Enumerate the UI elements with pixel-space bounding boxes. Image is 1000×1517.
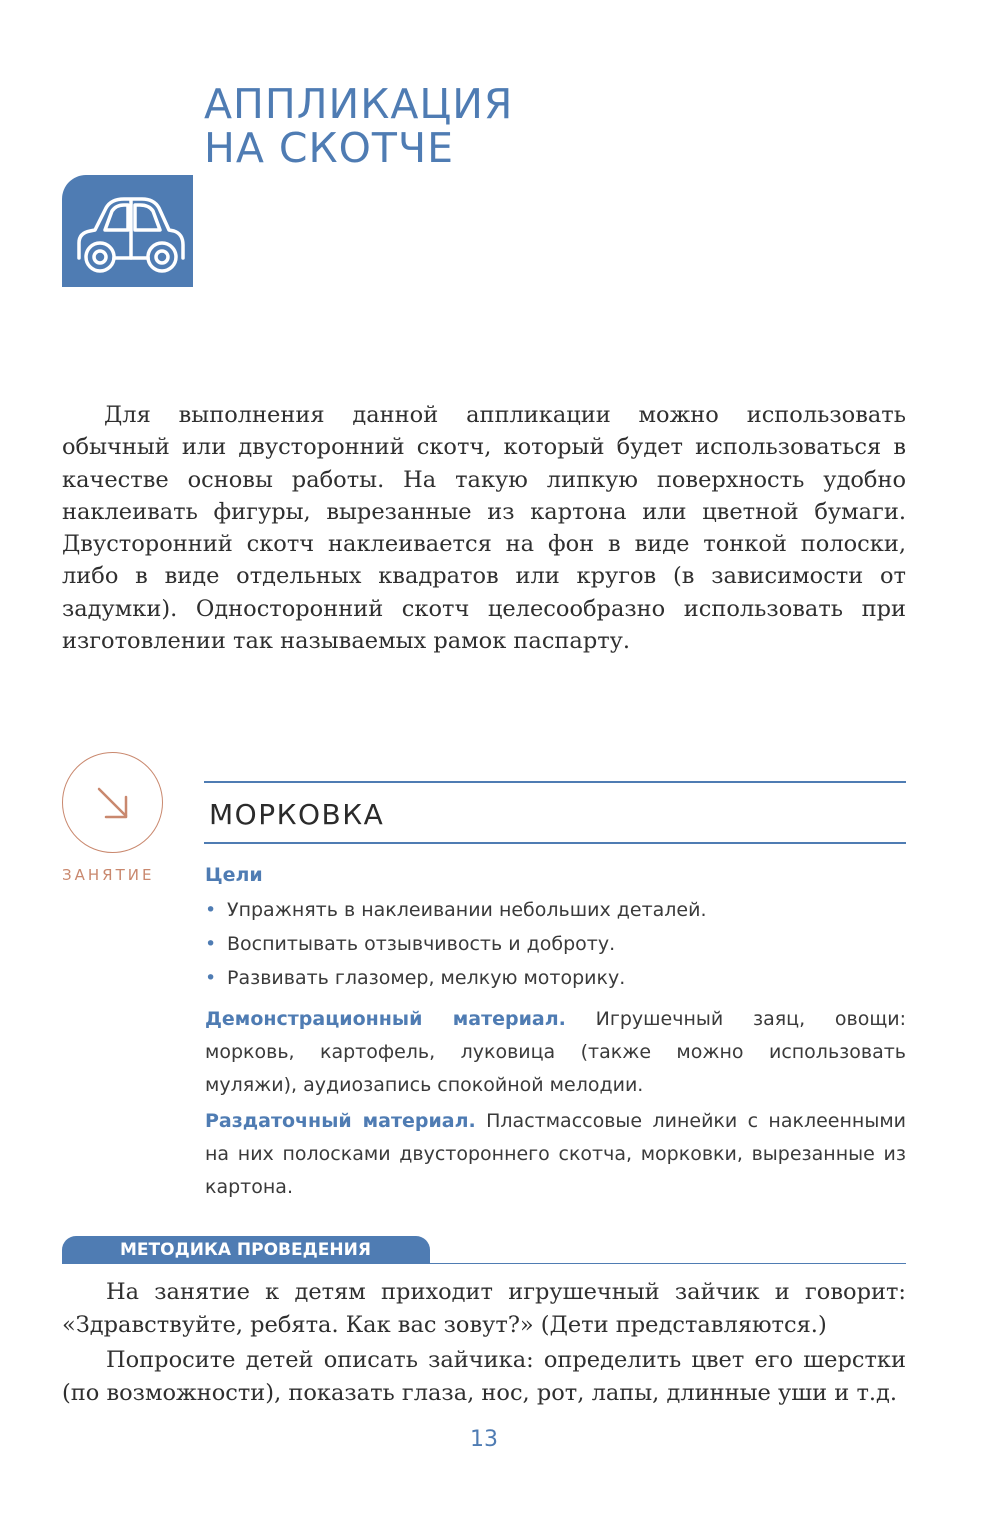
- goals-heading: Цели: [205, 864, 263, 886]
- method-paragraph: На занятие к детям приходит игрушечный зайчик и говорит: «Здравствуйте, ребята. Как вас зовут?» (Дети представляются.): [62, 1279, 906, 1338]
- method-paragraph: Попросите детей описать зайчика: определить цвет его шерстки (по возможности), показать глаза, нос, рот, лапы, длинные уши и т.д.: [62, 1347, 906, 1406]
- section-title-line-1: АППЛИКАЦИЯ: [204, 80, 514, 128]
- goal-text: Упражнять в наклеивании небольших деталей.: [227, 899, 707, 921]
- demo-material-label: Демонстрационный материал.: [205, 1008, 566, 1030]
- handout-material-text: Пластмассовые линейки с наклеенными на них полосками двустороннего скотча, морковки, вырезанные из картона.: [205, 1110, 907, 1198]
- lesson-title: МОРКОВКА: [209, 798, 385, 831]
- bullet-icon: •: [205, 967, 217, 989]
- goal-item: [205, 896, 906, 930]
- car-icon: [62, 175, 193, 287]
- handout-material-label: Раздаточный материал.: [205, 1110, 476, 1132]
- goal-item: [205, 930, 906, 964]
- handout-material-paragraph: [205, 1105, 906, 1204]
- goals-list: [205, 896, 906, 998]
- page-number: 13: [470, 1427, 498, 1452]
- bullet-icon: •: [205, 933, 217, 955]
- section-title: [204, 82, 513, 170]
- bullet-icon: •: [205, 899, 217, 921]
- lesson-title-bottom-rule: [204, 842, 906, 844]
- section-title-line-2: НА СКОТЧЕ: [204, 124, 454, 172]
- demo-material-paragraph: [205, 1003, 906, 1102]
- lesson-tag: ЗАНЯТИЕ: [62, 866, 155, 884]
- goal-item: [205, 964, 906, 998]
- method-text: [62, 1276, 906, 1412]
- method-heading-bar: [62, 1236, 430, 1264]
- section-icon-badge: [62, 175, 193, 287]
- lesson-title-top-rule: [204, 781, 906, 783]
- method-heading-rule: [62, 1263, 906, 1264]
- goal-text: Развивать глазомер, мелкую моторику.: [227, 967, 626, 989]
- demo-material-text: Игрушечный заяц, овощи: морковь, картофель, луковица (также можно использовать муляжи), аудиозапись спокойной мелодии.: [205, 1008, 906, 1096]
- method-heading: МЕТОДИКА ПРОВЕДЕНИЯ: [120, 1240, 371, 1260]
- goal-text: Воспитывать отзывчивость и доброту.: [227, 933, 616, 955]
- arrow-down-right-icon: [63, 753, 164, 854]
- intro-paragraph: Для выполнения данной аппликации можно использовать обычный или двусторонний скотч, который будет использоваться в качестве основы работы. На такую липкую поверхность удобно наклеивать фигуры, вырезанные из картона или цветной бумаги. Двусторонний скотч наклеивается на фон в виде тонкой полоски, либо в виде отдельных квадратов или кругов (в зависимости от задумки). Односторонний скотч целесообразно использовать при изготовлении так называемых рамок паспарту.: [62, 402, 906, 655]
- lesson-badge: [62, 752, 163, 853]
